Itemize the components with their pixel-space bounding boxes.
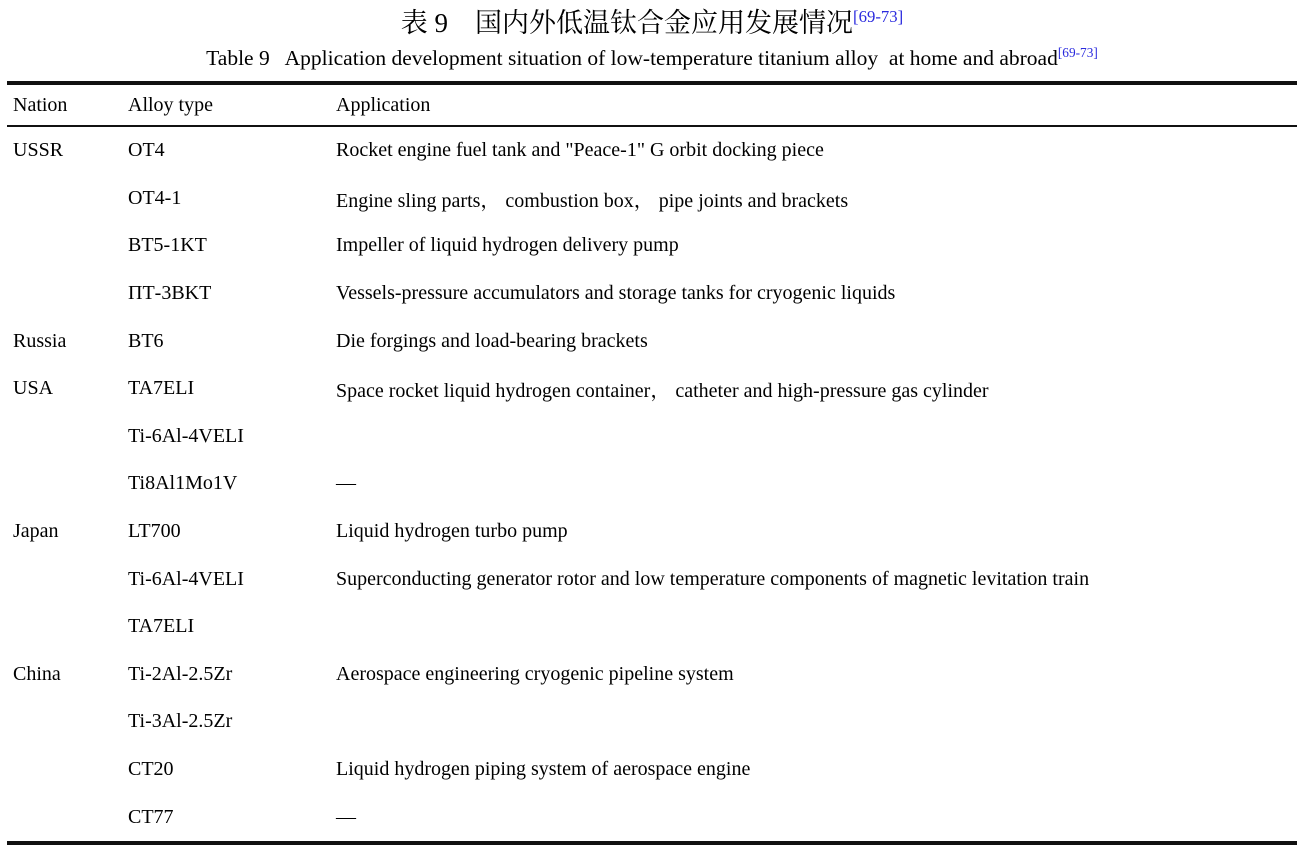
column-header-nation: Nation — [7, 83, 128, 126]
cell-application: Die forgings and load-bearing brackets — [336, 329, 648, 352]
citation-ref-zh: [69-73] — [853, 7, 904, 26]
cell-application — [336, 698, 1297, 746]
table-row — [7, 460, 1297, 508]
table-row — [7, 603, 1297, 651]
table-caption-zh — [0, 7, 1304, 40]
cell-alloy-type: BT6 — [128, 329, 164, 352]
table-body — [7, 126, 1297, 843]
table-header — [7, 83, 1297, 126]
alloy-application-table — [7, 81, 1297, 845]
cell-nation — [7, 746, 128, 794]
cell-application: Superconducting generator rotor and low temperature components of magnetic levitation train — [336, 567, 1090, 590]
cell-alloy-type: OT4-1 — [128, 186, 182, 209]
table-caption-en-text: Table 9 Application development situation of low-temperature titanium alloy at home and abroad — [206, 46, 1058, 70]
cell-nation: USSR — [13, 139, 64, 162]
cell-application — [336, 413, 1297, 461]
cell-nation — [7, 222, 128, 270]
cell-application: Rocket engine fuel tank and "Peace-1" G orbit docking piece — [336, 139, 824, 162]
column-header-alloy-type: Alloy type — [128, 83, 336, 126]
cell-nation — [7, 460, 128, 508]
cell-application: — — [336, 472, 356, 495]
cell-application: Vessels-pressure accumulators and storage tanks for cryogenic liquids — [336, 282, 896, 305]
cell-application: Liquid hydrogen piping system of aerospace engine — [336, 758, 751, 781]
table-row — [7, 508, 1297, 556]
table-row — [7, 746, 1297, 794]
table-row — [7, 222, 1297, 270]
cell-alloy-type: Ti-3Al-2.5Zr — [128, 710, 233, 733]
cell-nation — [7, 698, 128, 746]
cell-nation — [7, 175, 128, 223]
cell-application: Space rocket liquid hydrogen container， catheter and high-pressure gas cylinder — [336, 380, 989, 403]
cell-nation: China — [13, 662, 61, 685]
cell-alloy-type: TA7ELI — [128, 377, 195, 400]
column-header-application: Application — [336, 83, 1297, 126]
cell-alloy-type: Ti-2Al-2.5Zr — [128, 662, 233, 685]
cell-application: Engine sling parts， combustion box， pipe joints and brackets — [336, 189, 849, 212]
cell-nation: Japan — [13, 520, 59, 543]
table-row — [7, 651, 1297, 699]
table-row — [7, 175, 1297, 223]
cell-alloy-type: Ti-6Al-4VELI — [128, 567, 244, 590]
table-row — [7, 413, 1297, 461]
cell-application: Liquid hydrogen turbo pump — [336, 520, 568, 543]
cell-alloy-type: Ti8Al1Mo1V — [128, 472, 238, 495]
table-row — [7, 317, 1297, 365]
table-row — [7, 126, 1297, 175]
cell-nation — [7, 555, 128, 603]
cell-nation — [7, 603, 128, 651]
cell-alloy-type: TA7ELI — [128, 615, 195, 638]
citation-ref-en: [69-73] — [1057, 44, 1098, 60]
cell-nation — [7, 793, 128, 843]
cell-nation — [7, 413, 128, 461]
cell-alloy-type: ПТ-3BKT — [128, 282, 212, 305]
cell-alloy-type: CT20 — [128, 758, 174, 781]
cell-nation — [7, 270, 128, 318]
cell-application — [336, 603, 1297, 651]
table-row — [7, 555, 1297, 603]
paper-page — [0, 7, 1304, 854]
cell-nation: Russia — [13, 329, 67, 352]
cell-alloy-type: Ti-6Al-4VELI — [128, 424, 244, 447]
cell-application: Aerospace engineering cryogenic pipeline system — [336, 662, 734, 685]
cell-alloy-type: OT4 — [128, 139, 165, 162]
table-row — [7, 270, 1297, 318]
table-row — [7, 698, 1297, 746]
cell-application: — — [336, 805, 356, 828]
cell-application: Impeller of liquid hydrogen delivery pump — [336, 234, 679, 257]
cell-alloy-type: BT5-1KT — [128, 234, 207, 257]
table-header-row — [7, 83, 1297, 126]
cell-alloy-type: CT77 — [128, 805, 174, 828]
table-row — [7, 365, 1297, 413]
table-caption-zh-text: 表 9 国内外低温钛合金应用发展情况 — [400, 8, 854, 38]
table-caption-en — [0, 43, 1304, 73]
cell-nation: USA — [13, 377, 54, 400]
table-row — [7, 793, 1297, 843]
cell-alloy-type: LT700 — [128, 520, 181, 543]
